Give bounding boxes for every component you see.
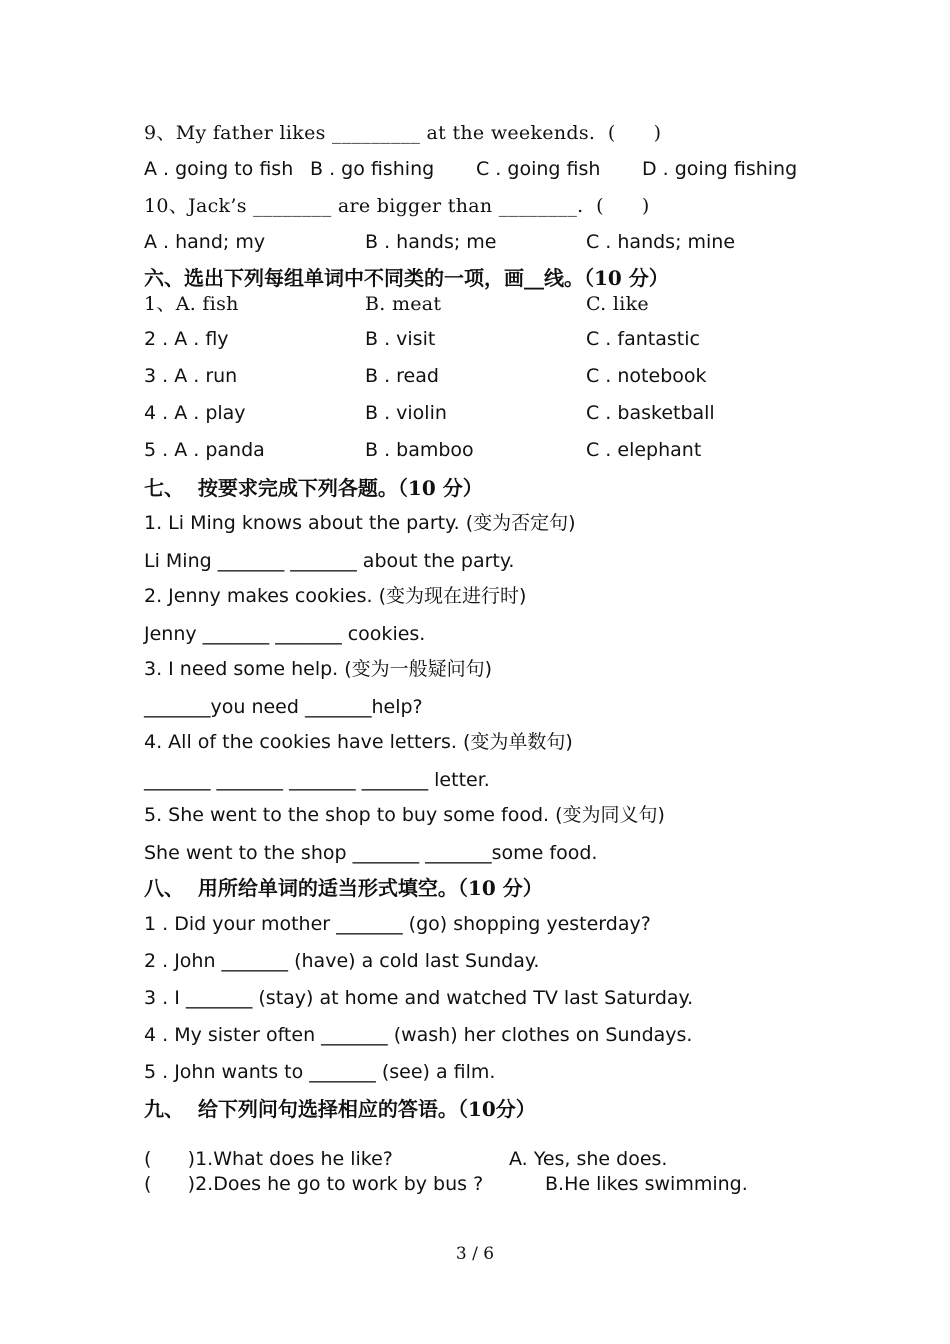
q10-question: 10、Jack’s ________ are bigger than ________. ( )	[144, 195, 650, 217]
s9-a2: B.He likes swimming.	[545, 1173, 748, 1195]
q10-option-b: B . hands; me	[365, 231, 497, 253]
q10-option-c: C . hands; mine	[586, 231, 736, 253]
s6-row3-a: 3 . A . run	[144, 365, 238, 387]
q10-option-a: A . hand; my	[144, 231, 266, 253]
s7-line1: 1. Li Ming knows about the party. (变为否定句)	[144, 512, 576, 534]
s8-line4: 4 . My sister often _______ (wash) her clothes on Sundays.	[144, 1024, 693, 1046]
q9-option-d: D . going fishing	[642, 158, 798, 180]
s7-line9: 5. She went to the shop to buy some food. (变为同义句)	[144, 804, 665, 826]
s7-line10: She went to the shop _______ _______some food.	[144, 842, 598, 864]
s7-line4: Jenny _______ _______ cookies.	[144, 623, 426, 645]
s6-row4-a: 4 . A . play	[144, 402, 246, 424]
s9-q2: ( )2.Does he go to work by bus ?	[144, 1173, 484, 1195]
s9-a1: A. Yes, she does.	[509, 1148, 668, 1170]
s8-line2: 2 . John _______ (have) a cold last Sunday.	[144, 950, 540, 972]
s7-line6: _______you need _______help?	[144, 696, 423, 718]
s6-row1-a: 1、A. fish	[144, 293, 239, 315]
section9-heading: 九、 给下列问句选择相应的答语。（10分）	[144, 1097, 536, 1121]
s6-row5-a: 5 . A . panda	[144, 439, 265, 461]
s6-row2-c: C . fantastic	[586, 328, 700, 350]
s7-line7: 4. All of the cookies have letters. (变为单数句)	[144, 731, 573, 753]
s6-row3-b: B . read	[365, 365, 439, 387]
s6-row5-b: B . bamboo	[365, 439, 474, 461]
s6-row1-c: C. like	[586, 293, 649, 315]
s6-row1-b: B. meat	[365, 293, 442, 315]
page-number: 3 / 6	[455, 1244, 495, 1264]
s6-row5-c: C . elephant	[586, 439, 702, 461]
s7-line2: Li Ming _______ _______ about the party.	[144, 550, 515, 572]
s9-q1: ( )1.What does he like?	[144, 1148, 393, 1170]
q9-option-b: B . go fishing	[310, 158, 435, 180]
section7-heading: 七、 按要求完成下列各题。（10 分）	[144, 476, 483, 500]
s8-line5: 5 . John wants to _______ (see) a film.	[144, 1061, 496, 1083]
s8-line3: 3 . I _______ (stay) at home and watched TV last Saturday.	[144, 987, 694, 1009]
s6-row3-c: C . notebook	[586, 365, 707, 387]
section6-heading: 六、选出下列每组单词中不同类的一项，画__线。（10 分）	[144, 266, 669, 290]
s7-line5: 3. I need some help. (变为一般疑问句)	[144, 658, 493, 680]
s6-row4-b: B . violin	[365, 402, 447, 424]
q9-question: 9、My father likes _________ at the weekends. ( )	[144, 122, 662, 144]
s8-line1: 1 . Did your mother _______ (go) shopping yesterday?	[144, 913, 651, 935]
s7-line8: _______ _______ _______ _______ letter.	[144, 769, 490, 791]
s7-line3: 2. Jenny makes cookies. (变为现在进行时)	[144, 585, 527, 607]
q9-option-a: A . going to fish	[144, 158, 294, 180]
s6-row2-a: 2 . A . fly	[144, 328, 229, 350]
s6-row2-b: B . visit	[365, 328, 436, 350]
s6-row4-c: C . basketball	[586, 402, 715, 424]
section8-heading: 八、 用所给单词的适当形式填空。（10 分）	[144, 876, 543, 900]
q9-option-c: C . going fish	[476, 158, 601, 180]
